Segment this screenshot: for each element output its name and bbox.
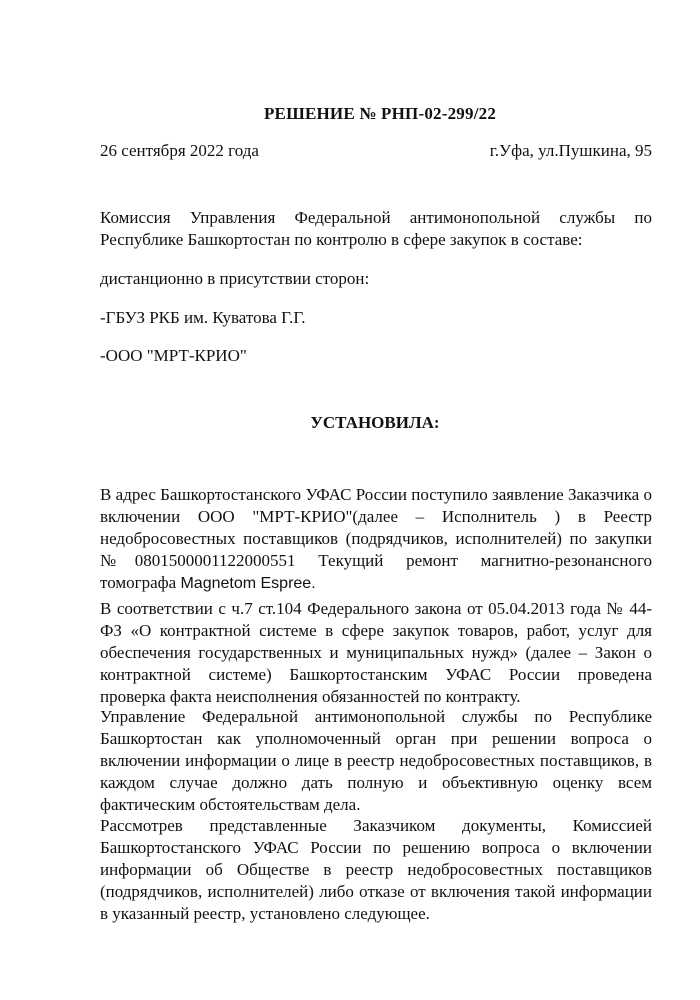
paragraph-application [100, 484, 652, 595]
presence-line: дистанционно в присутствии сторон: [100, 269, 370, 288]
party-contractor: -ООО "МРТ-КРИО" [100, 346, 247, 365]
paragraph-application-main: В адрес Башкортостанского УФАС России поступило заявление Заказчика о включении ООО "МРТ-КРИО"(далее – Исполнитель ) в Реестр недобросовестных поставщиков (подрядчиков, исполнителей) по закупки №0801500001122000551 Текущий ремонт магнитно-резонансного томографа [100, 485, 652, 592]
decision-date: 26 сентября 2022 года [100, 141, 259, 160]
decision-place: г.Уфа, ул.Пушкина, 95 [489, 141, 652, 160]
party-customer: -ГБУЗ РКБ им. Куватова Г.Г. [100, 308, 306, 327]
paragraph-findings: Рассмотрев представленные Заказчиком документы, Комиссией Башкортостанского УФАС России по решению вопроса о включении информации об Обществе в реестр недобросовестных поставщиков (подрядчиков, исполнителей) либо отказе от включения такой информации в указанный реестр, установлено следующее. [100, 816, 652, 923]
paragraph-authority: Управление Федеральной антимонопольной службы по Республике Башкортостан как уполномоченный орган при решении вопроса о включении информации о лице в реестр недобросовестных поставщиков, в каждом случае должно дать полную и объективную оценку всем фактическим обстоятельствам дела. [100, 707, 652, 814]
commission-paragraph: Комиссия Управления Федеральной антимонопольной службы по Республике Башкортостан по контролю в сфере закупок в составе: [100, 208, 652, 249]
paragraph-legal-basis: В соответствии с ч.7 ст.104 Федерального закона от 05.04.2013 года № 44-ФЗ «О контрактной системе в сфере закупок товаров, работ, услуг для обеспечения государственных и муниципальных нужд» (далее – Закон о контрактной системе) Башкортостанским УФАС России проведена проверка факта неисполнения обязанностей по контракту. [100, 599, 652, 706]
decision-title: РЕШЕНИЕ № РНП-02-299/22 [263, 104, 497, 123]
section-heading-established: УСТАНОВИЛА: [310, 413, 440, 432]
equipment-name: Magnetom Espree. [180, 575, 316, 592]
